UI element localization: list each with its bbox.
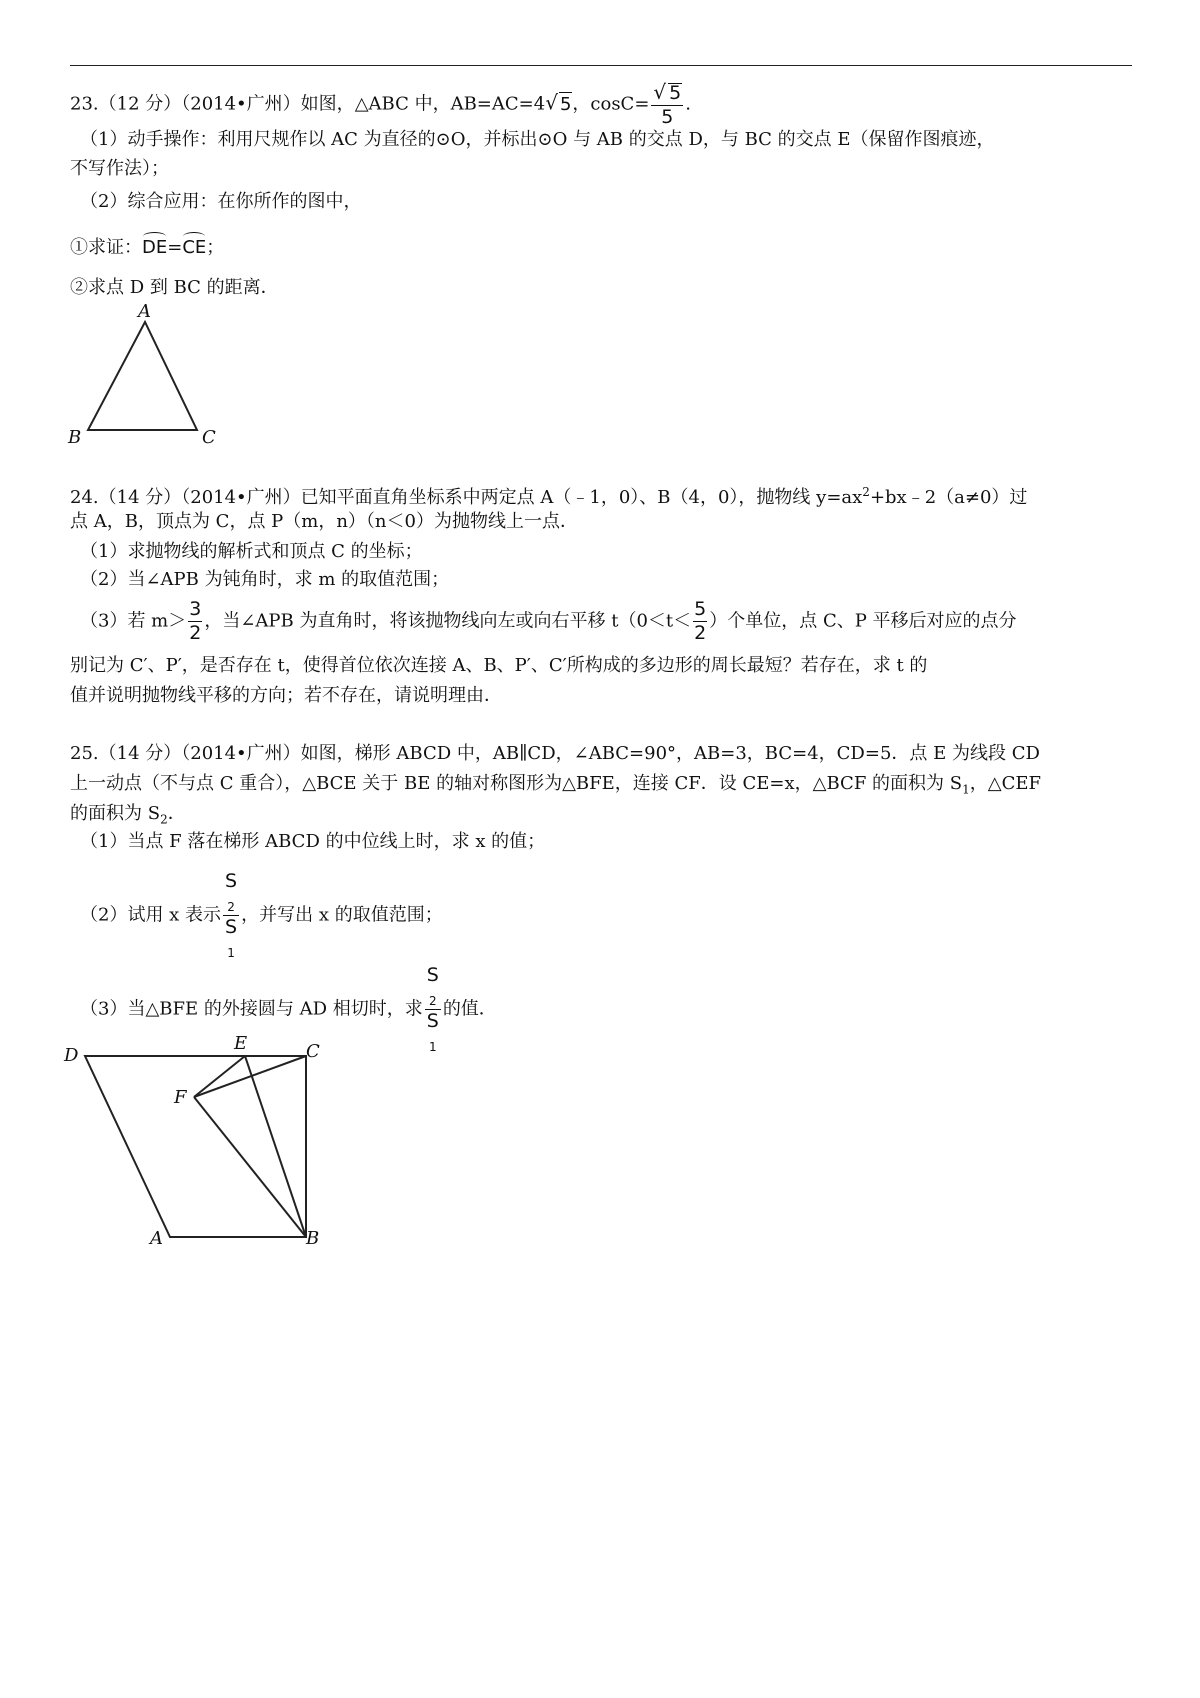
q23-head-text-2: ABC 中，AB=AC=4 <box>368 93 546 115</box>
triangle-abc <box>88 322 197 430</box>
q24-line2: 点 A，B，顶点为 C，点 P（m，n）（n＜0）为抛物线上一点． <box>70 511 578 532</box>
q25-text: 的面积为 S <box>70 803 161 824</box>
q23-part1-line2: 不写作法）； <box>70 158 169 179</box>
trapezoid-abcd <box>85 1056 306 1237</box>
equals-sign: = <box>167 237 183 258</box>
q24-line1 <box>70 480 1027 510</box>
triangle-symbol: △ <box>302 773 317 794</box>
q24-p3-text-3: ）个单位，点 C、P 平移后对应的点分 <box>709 610 1017 632</box>
q24-part3-line3: 值并说明抛物线平移的方向；若不存在，请说明理由． <box>70 685 502 706</box>
subscript: 1 <box>962 782 970 797</box>
subscript: 2 <box>160 812 168 827</box>
label-b: B <box>306 1228 320 1249</box>
q23-sub2: ②求点 D 到 BC 的距离． <box>70 277 279 298</box>
q23-sub1-prefix: ①求证： <box>70 237 142 258</box>
q24-line1-text: 24.（14 分）（2014•广州）已知平面直角坐标系中两定点 A（﹣1，0）、B（4，0），抛物线 y=ax <box>70 487 863 508</box>
q25-text: CEF <box>1001 773 1041 794</box>
q25-part2 <box>80 872 443 959</box>
q24-part2: （2）当∠APB 为钝角时，求 m 的取值范围； <box>80 569 450 590</box>
segment-fb <box>194 1097 306 1237</box>
subscript: 2 <box>428 993 437 1008</box>
fraction-3-2 <box>188 600 202 643</box>
label-e: E <box>234 1033 248 1054</box>
q23-triangle-figure <box>60 300 230 450</box>
q24-part3-line1 <box>80 600 1017 643</box>
frac-den: S <box>225 915 238 938</box>
q23-heading <box>70 82 691 127</box>
sqrt-icon: √ <box>653 80 667 104</box>
label-b: B <box>68 427 82 448</box>
arc-ce: CE <box>182 232 206 260</box>
q24-line1-text-2: +bx﹣2（a≠0）过 <box>869 487 1028 508</box>
triangle-symbol: △ <box>354 93 369 115</box>
q23-part2: （2）综合应用：在你所作的图中， <box>80 191 362 212</box>
segment-fc <box>194 1056 306 1097</box>
triangle-symbol: △ <box>145 998 160 1020</box>
q23-frac-num: 5 <box>669 82 682 104</box>
q25-trapezoid-figure <box>60 1025 360 1265</box>
q25-text: BFE，连接 CF．设 CE=x， <box>575 773 813 794</box>
q25-p3-text-2: BFE 的外接圆与 AD 相切时，求 <box>159 998 423 1020</box>
frac-num: 3 <box>189 598 202 620</box>
q23-head-text: 23.（12 分）（2014•广州）如图， <box>70 93 355 115</box>
q24-part3-line2: 别记为 C′、P′，是否存在 t，使得首位依次连接 A、B、P′、C′所构成的多边形的周长最短？若存在，求 t 的 <box>70 655 928 676</box>
q24-part1: （1）求抛物线的解析式和顶点 C 的坐标； <box>80 541 423 562</box>
q25-text: BCF 的面积为 S <box>826 773 963 794</box>
frac-num: 5 <box>694 598 707 620</box>
q23-part1-line1: （1）动手操作：利用尺规作以 AC 为直径的⊙O，并标出⊙O 与 AB 的交点 D，与 BC 的交点 E（保留作图痕迹， <box>80 129 995 150</box>
q25-text: BCE 关于 BE 的轴对称图形为 <box>316 773 563 794</box>
frac-den: S <box>426 1009 439 1032</box>
q25-p2-text: （2）试用 x 表示 <box>80 904 222 926</box>
fraction-s2-s1 <box>425 966 441 1053</box>
triangle-symbol: △ <box>562 773 576 794</box>
q25-text: 上一动点（不与点 C 重合）， <box>70 773 303 794</box>
q23-cos-fraction <box>651 82 683 127</box>
q23-frac-den: 5 <box>651 105 683 127</box>
q24-p3-text-2: ，当∠APB 为直角时，将该抛物线向左或向右平移 t（0＜t＜ <box>204 610 692 632</box>
q24-p3-text: （3）若 m＞ <box>80 610 187 632</box>
label-c: C <box>306 1041 320 1062</box>
subscript: 1 <box>428 1039 437 1054</box>
label-c: C <box>202 427 216 448</box>
q23-radicand: 5 <box>559 93 572 115</box>
q25-text: ． <box>167 803 186 824</box>
q25-line2 <box>70 772 1041 802</box>
label-d: D <box>64 1045 79 1066</box>
q23-head-end: . <box>685 93 691 115</box>
subscript: 2 <box>227 899 235 914</box>
q25-p3-text: （3）当 <box>80 998 146 1020</box>
q25-p2-text-2: ，并写出 x 的取值范围； <box>241 904 443 926</box>
label-a: A <box>150 1228 163 1249</box>
q25-text: ， <box>969 773 988 794</box>
segment-eb <box>245 1056 306 1237</box>
label-f: F <box>174 1087 187 1108</box>
segment-ef <box>194 1056 245 1097</box>
triangle-symbol: △ <box>987 773 1002 794</box>
fraction-5-2 <box>693 600 707 643</box>
q25-line3 <box>70 802 186 832</box>
sqrt-icon: √ <box>545 90 558 115</box>
q24-exponent: 2 <box>862 485 870 499</box>
triangle-symbol: △ <box>812 773 827 794</box>
label-a: A <box>138 301 151 322</box>
top-rule <box>70 65 1132 66</box>
q23-head-text-3: ，cosC= <box>572 93 650 115</box>
frac-num: S <box>426 964 439 986</box>
arc-de: DE <box>142 232 167 260</box>
frac-num: S <box>225 870 238 892</box>
fraction-s2-s1 <box>223 872 239 959</box>
q25-line1: 25.（14 分）（2014•广州）如图，梯形 ABCD 中，AB∥CD，∠ABC=90°，AB=3，BC=4，CD=5．点 E 为线段 CD <box>70 743 1040 764</box>
frac-den: 2 <box>189 622 202 644</box>
q23-sub1 <box>70 232 224 260</box>
q25-p3-text-3: 的值． <box>442 998 497 1020</box>
subscript: 1 <box>227 945 235 960</box>
q25-part1: （1）当点 F 落在梯形 ABCD 的中位线上时，求 x 的值； <box>80 831 546 852</box>
frac-den: 2 <box>694 622 707 644</box>
q23-sub1-suffix: ； <box>206 237 225 258</box>
